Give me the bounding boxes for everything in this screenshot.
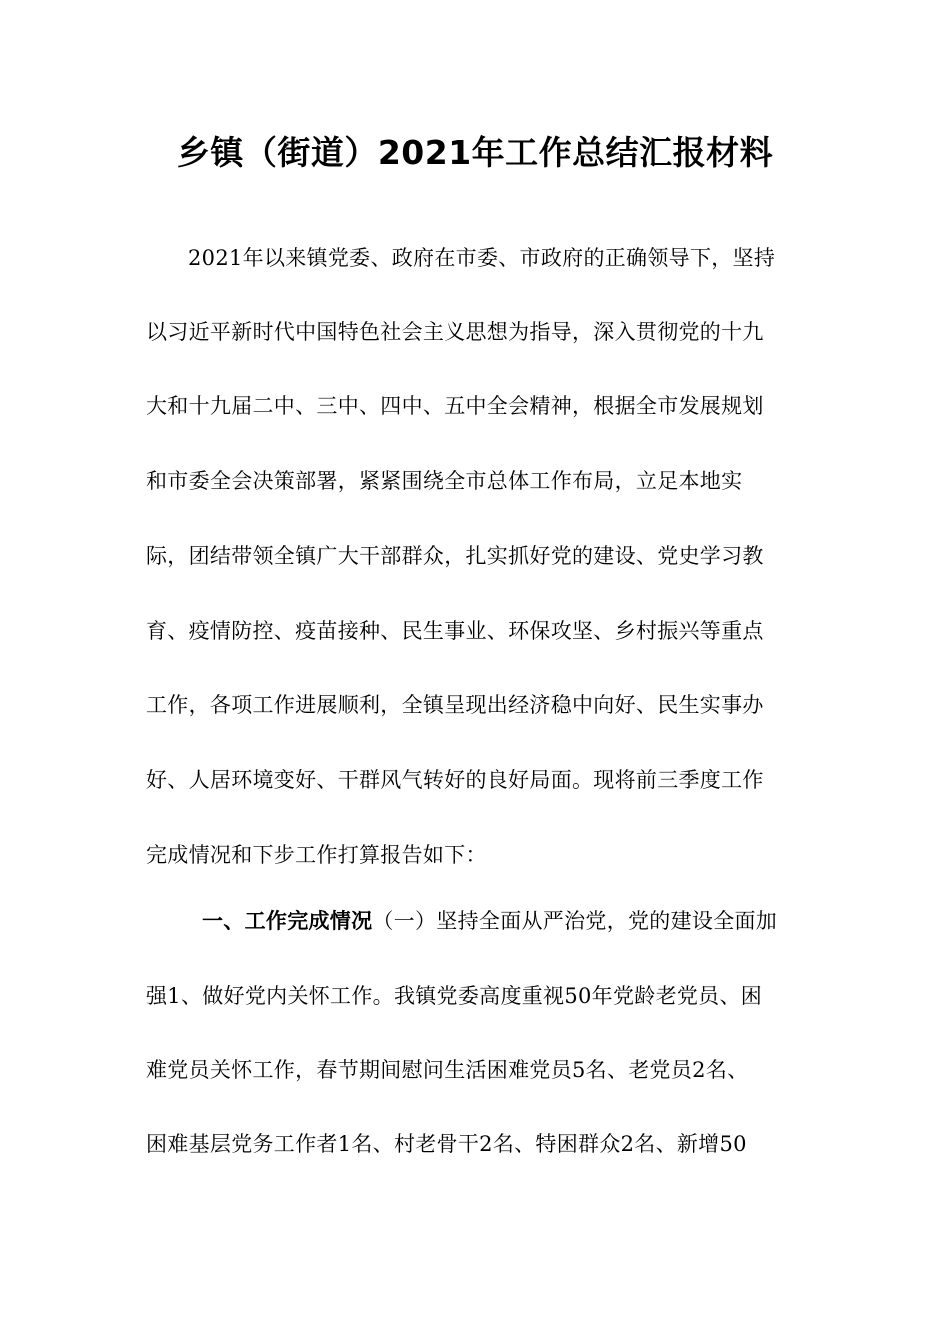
page-title: 乡镇（街道）2021年工作总结汇报材料: [176, 133, 774, 172]
paragraph-line: 2021年以来镇党委、政府在市委、市政府的正确领导下，坚持: [188, 246, 776, 270]
paragraph-line: 育、疫情防控、疫苗接种、民生事业、环保攻坚、乡村振兴等重点: [146, 619, 764, 643]
paragraph-line: 难党员关怀工作，春节期间慰问生活困难党员5名、老党员2名、: [146, 1058, 749, 1082]
paragraph-line: 困难基层党务工作者1名、村老骨干2名、特困群众2名、新增50: [146, 1132, 747, 1156]
paragraph-line: 强1、做好党内关怀工作。我镇党委高度重视50年党龄老党员、困: [146, 984, 763, 1008]
paragraph-line: 以习近平新时代中国特色社会主义思想为指导，深入贯彻党的十九: [146, 320, 764, 344]
paragraph-line: 际，团结带领全镇广大干部群众，扎实抓好党的建设、党史学习教: [146, 544, 764, 568]
paragraph-line: 大和十九届二中、三中、四中、五中全会精神，根据全市发展规划: [146, 394, 764, 418]
paragraph-line: 好、人居环境变好、干群风气转好的良好局面。现将前三季度工作: [146, 768, 764, 792]
section-heading: 一、工作完成情况: [202, 909, 373, 933]
section-subheading: （一）坚持全面从严治党，党的建设全面加: [372, 909, 778, 933]
paragraph-line: 和市委全会决策部署，紧紧围绕全市总体工作布局，立足本地实: [146, 469, 743, 493]
paragraph-line: 完成情况和下步工作打算报告如下：: [146, 843, 487, 867]
paragraph-line: 工作，各项工作进展顺利，全镇呈现出经济稳中向好、民生实事办: [146, 693, 764, 717]
section-line: [202, 906, 777, 936]
